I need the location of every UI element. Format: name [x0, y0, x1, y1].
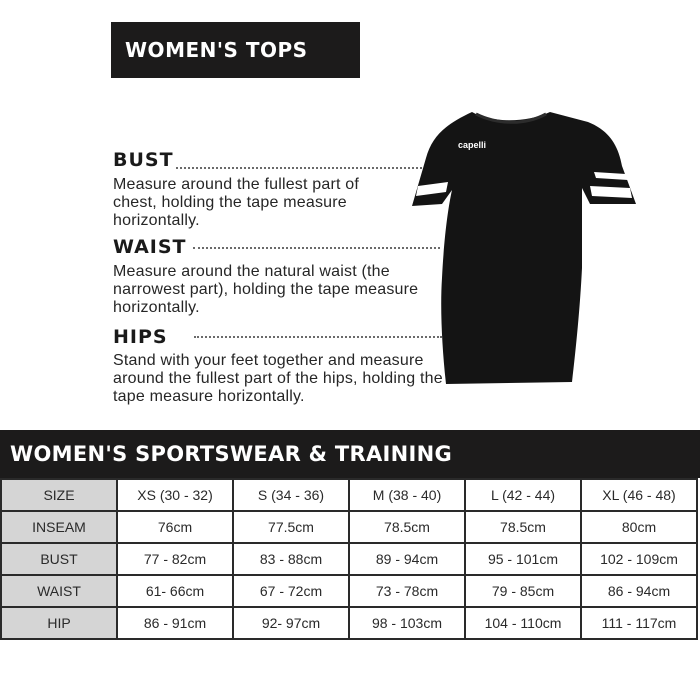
hips-dotted-line — [194, 336, 442, 338]
row-label: HIP — [1, 607, 117, 639]
table-cell: 79 - 85cm — [465, 575, 581, 607]
table-cell: 89 - 94cm — [349, 543, 465, 575]
womens-tops-banner: WOMEN'S TOPS — [111, 22, 360, 78]
table-row — [1, 607, 697, 639]
table-cell: 98 - 103cm — [349, 607, 465, 639]
table-cell: 77.5cm — [233, 511, 349, 543]
table-row — [1, 511, 697, 543]
waist-description: Measure around the natural waist (the narrowest part), holding the tape measure horizontally. — [113, 263, 419, 316]
hips-title: HIPS — [113, 326, 168, 348]
bust-dotted-line — [176, 167, 438, 169]
table-row — [1, 575, 697, 607]
table-cell: 76cm — [117, 511, 233, 543]
table-row — [1, 543, 697, 575]
table-cell: 77 - 82cm — [117, 543, 233, 575]
table-cell: 86 - 94cm — [581, 575, 697, 607]
table-cell: 61- 66cm — [117, 575, 233, 607]
table-cell: 92- 97cm — [233, 607, 349, 639]
bust-description: Measure around the fullest part of chest, holding the tape measure horizontally. — [113, 176, 360, 229]
row-label: BUST — [1, 543, 117, 575]
womens-shirt-image — [412, 108, 640, 390]
table-cell: 73 - 78cm — [349, 575, 465, 607]
size-chart-table — [0, 478, 698, 640]
waist-title: WAIST — [113, 236, 187, 258]
table-cell: XS (30 - 32) — [117, 479, 233, 511]
row-label: WAIST — [1, 575, 117, 607]
sportswear-training-banner: WOMEN'S SPORTSWEAR & TRAINING — [0, 430, 700, 478]
table-row — [1, 479, 697, 511]
table-cell: 86 - 91cm — [117, 607, 233, 639]
waist-dotted-line — [193, 247, 440, 249]
row-label: SIZE — [1, 479, 117, 511]
bust-title: BUST — [113, 149, 174, 171]
hips-description: Stand with your feet together and measure around the fullest part of the hips, holding the tape measure horizontally. — [113, 352, 443, 405]
table-cell: 104 - 110cm — [465, 607, 581, 639]
row-label: INSEAM — [1, 511, 117, 543]
table-cell: S (34 - 36) — [233, 479, 349, 511]
table-cell: 67 - 72cm — [233, 575, 349, 607]
brand-logo: capelli — [458, 140, 487, 150]
table-cell: M (38 - 40) — [349, 479, 465, 511]
table-cell: 78.5cm — [349, 511, 465, 543]
table-cell: XL (46 - 48) — [581, 479, 697, 511]
table-cell: 102 - 109cm — [581, 543, 697, 575]
table-cell: 80cm — [581, 511, 697, 543]
table-cell: 83 - 88cm — [233, 543, 349, 575]
table-cell: 78.5cm — [465, 511, 581, 543]
table-cell: L (42 - 44) — [465, 479, 581, 511]
table-cell: 111 - 117cm — [581, 607, 697, 639]
table-cell: 95 - 101cm — [465, 543, 581, 575]
